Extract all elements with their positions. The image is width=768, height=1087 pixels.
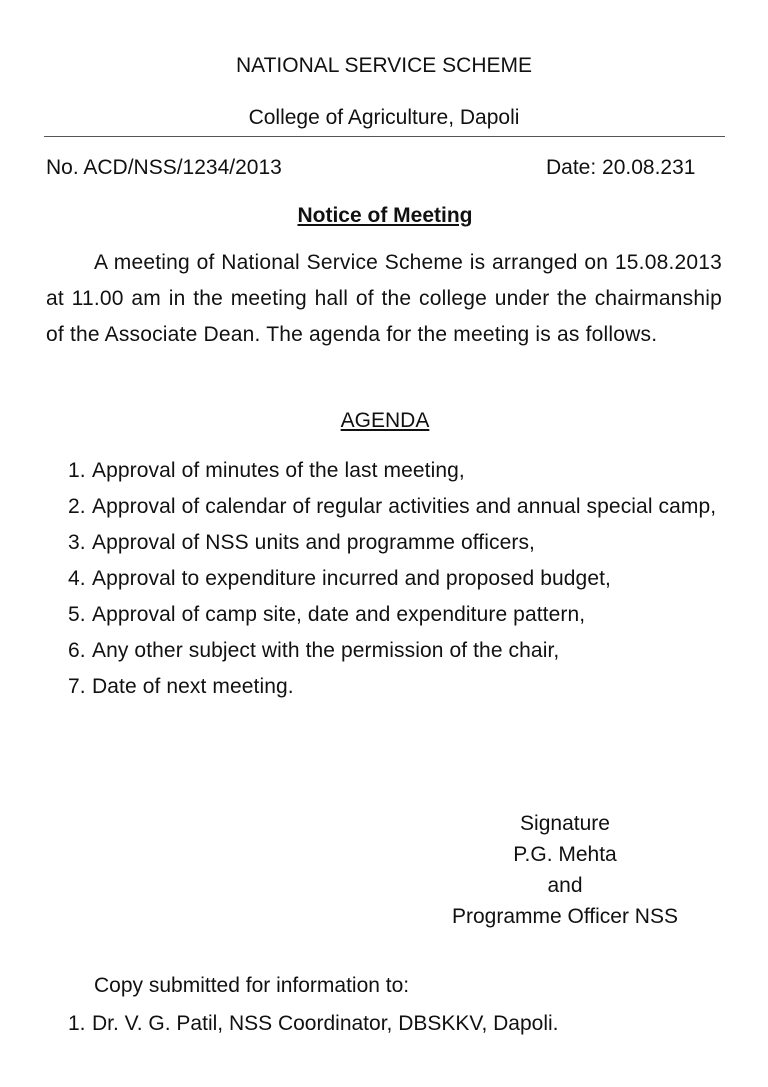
agenda-title: AGENDA	[340, 409, 430, 432]
agenda-item-number: 3.	[68, 531, 86, 554]
signature-block	[430, 808, 700, 932]
copy-to-heading: Copy submitted for information to:	[94, 974, 410, 997]
agenda-item	[46, 669, 722, 705]
agenda-item	[46, 633, 722, 669]
signature-conjunction: and	[547, 874, 583, 897]
agenda-item-number: 6.	[68, 639, 86, 662]
copy-to-item	[46, 1006, 722, 1042]
college-name: College of Agriculture, Dapoli	[248, 106, 520, 129]
organization-heading: NATIONAL SERVICE SCHEME	[235, 54, 532, 77]
header-divider	[44, 136, 725, 137]
agenda-item-text: Date of next meeting.	[92, 675, 294, 698]
notice-title: Notice of Meeting	[297, 204, 473, 227]
agenda-item-text: Approval of NSS units and programme officers,	[92, 531, 535, 554]
copy-to-list	[46, 1006, 722, 1042]
copy-to-item-text: Dr. V. G. Patil, NSS Coordinator, DBSKKV, Dapoli.	[92, 1012, 559, 1035]
notice-body: A meeting of National Service Scheme is arranged on 15.08.2013 at 11.00 am in the meeting hall of the college under the chairmanship of the Associate Dean. The agenda for the meeting is as follows.	[46, 251, 722, 346]
agenda-item-number: 5.	[68, 603, 86, 626]
agenda-item	[46, 561, 722, 597]
agenda-item-text: Approval to expenditure incurred and proposed budget,	[92, 567, 611, 590]
reference-number: No. ACD/NSS/1234/2013	[46, 156, 282, 179]
agenda-item-number: 7.	[68, 675, 86, 698]
agenda-item	[46, 489, 722, 525]
agenda-list	[46, 453, 722, 705]
copy-to-item-number: 1.	[68, 1012, 86, 1035]
agenda-item-number: 1.	[68, 459, 86, 482]
agenda-item	[46, 525, 722, 561]
agenda-item-text: Approval of minutes of the last meeting,	[92, 459, 465, 482]
agenda-item-number: 4.	[68, 567, 86, 590]
agenda-item-number: 2.	[68, 495, 86, 518]
agenda-item	[46, 453, 722, 489]
signatory-designation: Programme Officer NSS	[451, 905, 678, 928]
reference-row	[46, 150, 722, 186]
signature-label: Signature	[520, 812, 610, 835]
agenda-item-text: Approval of calendar of regular activities and annual special camp,	[92, 495, 717, 518]
reference-date: Date: 20.08.231	[546, 156, 696, 179]
signatory-name: P.G. Mehta	[513, 843, 617, 866]
agenda-item-text: Any other subject with the permission of the chair,	[92, 639, 560, 662]
agenda-item	[46, 597, 722, 633]
agenda-item-text: Approval of camp site, date and expenditure pattern,	[92, 603, 586, 626]
